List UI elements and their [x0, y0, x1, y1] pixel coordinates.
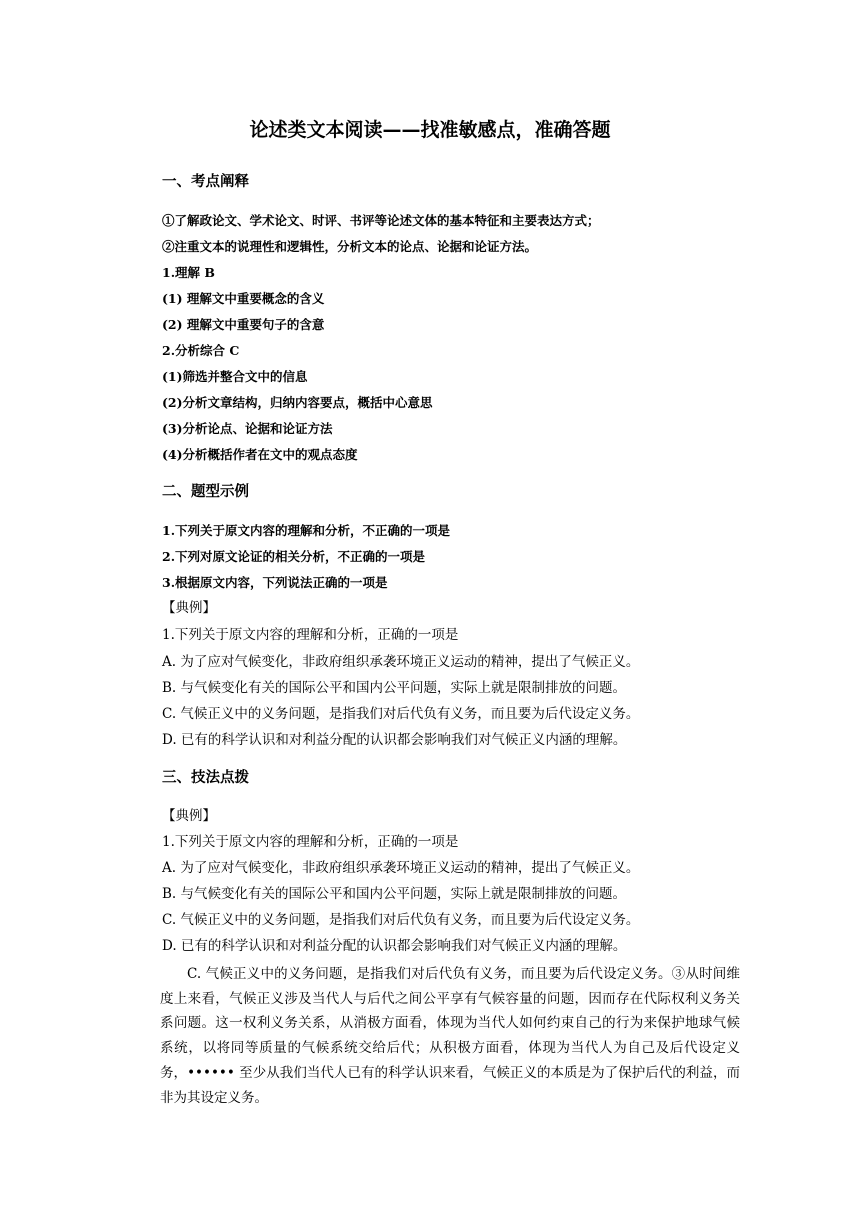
option-b: B. 与气候变化有关的国际公平和国内公平问题，实际上就是限制排放的问题。	[162, 680, 627, 696]
option-c: C. 气候正义中的义务问题，是指我们对后代负有义务，而且要为后代设定义务。	[162, 706, 640, 722]
section-heading: 三、技法点拨	[162, 770, 249, 786]
page-title: 论述类文本阅读——找准敏感点，准确答题	[249, 119, 611, 141]
text-line: ②注重文本的说理性和逻辑性，分析文本的论点、论据和论证方法。	[162, 239, 538, 254]
option-d: D. 已有的科学认识和对利益分配的认识都会影响我们对气候正义内涵的理解。	[162, 732, 627, 748]
text-line: 2.分析综合 C	[162, 343, 240, 358]
text-line: (3)分析论点、论据和论证方法	[162, 421, 333, 436]
text-line: 1.下列关于原文内容的理解和分析，不正确的一项是	[162, 523, 451, 538]
text-line: (1) 理解文中重要概念的含义	[162, 291, 325, 306]
text-line: 1.理解 B	[162, 265, 215, 280]
text-line: (2)分析文章结构，归纳内容要点，概括中心意思	[162, 395, 433, 410]
question-line: 1.下列关于原文内容的理解和分析，正确的一项是	[162, 627, 459, 643]
option-b: B. 与气候变化有关的国际公平和国内公平问题，实际上就是限制排放的问题。	[162, 886, 627, 902]
text-line: (2) 理解文中重要句子的含意	[162, 317, 325, 332]
option-a: A. 为了应对气候变化，非政府组织承袭环境正义运动的精神，提出了气候正义。	[162, 860, 640, 876]
analysis-paragraph: C. 气候正义中的义务问题，是指我们对后代负有义务，而且要为后代设定义务。③从时间维度上来看，气候正义涉及当代人与后代之间公平享有气候容量的问题，因而存在代际权利义务关系问题。这一权利义务关系，从消极方面看，体现为当代人如何约束自己的行为来保护地球气候系统，以将同等质量的气候系统交给后代；从积极方面看，体现为当代人为自己及后代设定义务，•••••• 至少从我们当代人已有的科学认识来看，气候正义的本质是为了保护后代的利益，而非为其设定义务。	[160, 966, 740, 1106]
text-line: 2.下列对原文论证的相关分析，不正确的一项是	[162, 549, 426, 564]
section-heading: 一、考点阐释	[162, 174, 249, 190]
option-d: D. 已有的科学认识和对利益分配的认识都会影响我们对气候正义内涵的理解。	[162, 938, 627, 954]
text-line: ①了解政论文、学术论文、时评、书评等论述文体的基本特征和主要表达方式；	[162, 213, 600, 228]
section-heading: 二、题型示例	[162, 484, 249, 500]
example-label: 【典例】	[162, 808, 216, 824]
text-line: (4)分析概括作者在文中的观点态度	[162, 447, 358, 462]
text-line: (1)筛选并整合文中的信息	[162, 369, 308, 384]
text-line: 3.根据原文内容，下列说法正确的一项是	[162, 575, 388, 590]
question-line: 1.下列关于原文内容的理解和分析，正确的一项是	[162, 834, 459, 850]
example-label: 【典例】	[162, 600, 216, 616]
option-c: C. 气候正义中的义务问题，是指我们对后代负有义务，而且要为后代设定义务。	[162, 912, 640, 928]
option-a: A. 为了应对气候变化，非政府组织承袭环境正义运动的精神，提出了气候正义。	[162, 654, 640, 670]
